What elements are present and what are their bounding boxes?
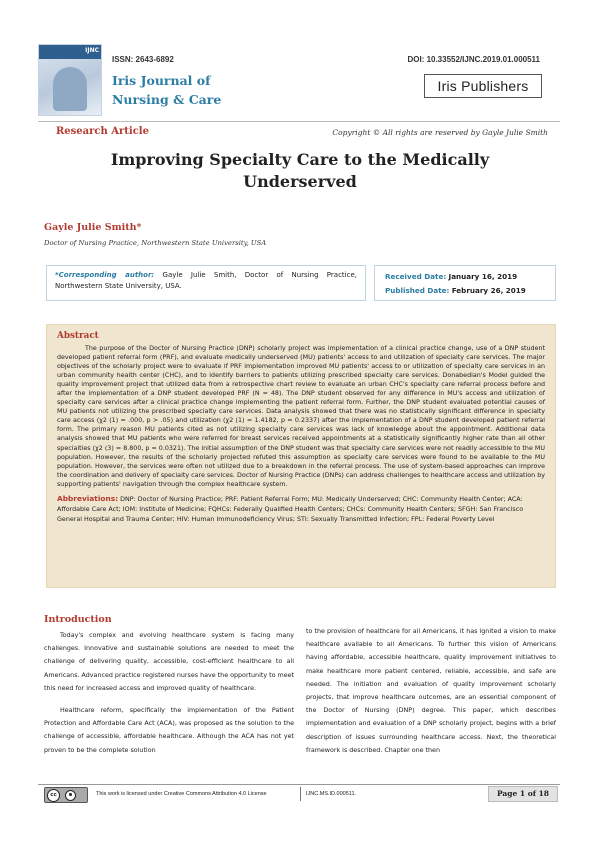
cover-figure-icon — [53, 67, 87, 111]
license-text[interactable]: This work is licensed under Creative Commons Attribution 4.0 License — [96, 791, 267, 797]
body-column-right — [306, 625, 556, 766]
footer-separator — [300, 787, 301, 801]
author-name[interactable]: Gayle Julie Smith* — [44, 222, 142, 233]
attribution-icon — [65, 790, 76, 801]
footer-divider — [38, 784, 560, 785]
corresponding-author-text: Gayle Julie Smith, Doctor of Nursing Practice, Northwestern State University, USA. — [55, 271, 357, 290]
publisher-logo[interactable]: Iris Publishers — [424, 74, 542, 98]
journal-title[interactable]: Iris Journal of Nursing & Care — [112, 73, 222, 107]
abbreviations — [57, 494, 545, 525]
creative-commons-icon[interactable] — [44, 787, 88, 803]
published-date-row — [385, 284, 545, 298]
abstract-heading: Abstract — [57, 331, 99, 341]
intro-paragraph-3: to the provision of healthcare for all Americans, it has ignited a vision to make healthcare available to all Americans. To further this vision of Americans having affordable, accessible healthcare, quality improvement initiatives to make healthcare more patient centered, reliable, accessible, and safe are needed. The initiation and evaluation of quality improvement scholarly projects, that improve healthcare outcomes, are an essential component of the Doctor of Nursing (DNP) degree. This paper, which describes implementation and evaluation of a DNP scholarly project, begins with a brief description of issues surrounding healthcare access. Next, the theoretical framework is described. Chapter one then — [306, 628, 556, 754]
abstract-section — [46, 324, 556, 588]
abbreviations-label: Abbreviations: — [57, 493, 119, 503]
cover-tag: IJNC — [85, 47, 99, 54]
intro-paragraph-1: Today's complex and evolving healthcare system is facing many challenges. Innovative and sustainable solutions are needed to meet the challenge of delivering quality, accessible, cost-efficient healthcare to all Americans. Advanced practice registered nurses have the opportunity to meet this need for increased access and improved quality of healthcare. — [44, 632, 294, 692]
published-date-label: Published Date: — [385, 286, 450, 295]
received-date-row — [385, 270, 545, 284]
article-title: Improving Specialty Care to the Medically Underserved — [110, 150, 490, 191]
doi-link[interactable]: DOI: 10.33552/IJNC.2019.01.000511 — [407, 55, 540, 64]
issn: ISSN: 2643-6892 — [112, 55, 174, 64]
header-divider — [38, 121, 560, 122]
article-type: Research Article — [56, 126, 149, 137]
introduction-heading: Introduction — [44, 614, 112, 625]
body-column-left — [44, 629, 294, 766]
received-date-label: Received Date: — [385, 272, 447, 281]
footer-manuscript-id: IJNC.MS.ID.000511. — [306, 791, 357, 797]
page-number: Page 1 of 18 — [488, 786, 558, 802]
corresponding-author-box — [46, 265, 366, 301]
journal-cover-thumbnail — [38, 44, 102, 116]
intro-paragraph-2: Healthcare reform, specifically the implementation of the Patient Protection and Affordable Care Act (ACA), was proposed as the solution to the challenge of accessible, affordable healthcare. Although the ACA has not yet proven to be the complete solution — [44, 707, 294, 754]
abbreviations-text: DNP: Doctor of Nursing Practice; PRF: Patient Referral Form; MU: Medically Underserved; CHC: Community Health Center; ACA: Affordable Care Act; IOM: Institute of Medicine; FQHCs: Federally Qualified Health Centers; CHCs: Community Health Centers; SFGH: San Francisco General Hospital and Trauma Center; HIV: Human Immunodeficiency Virus; STI: Sexually Transmitted Infection; FPL: Federal Poverty Level — [57, 495, 524, 523]
corresponding-author-label: *Corresponding author: — [55, 271, 155, 279]
author-affiliation: Doctor of Nursing Practice, Northwestern State University, USA — [44, 239, 267, 247]
cc-symbol-icon: cc — [47, 789, 60, 802]
published-date: February 26, 2019 — [451, 286, 526, 295]
abstract-text: The purpose of the Doctor of Nursing Practice (DNP) scholarly project was implementation of a clinical practice change, use of a DNP student developed patient referral form (PRF), and evaluate medically underserved (MU) patients' access to and utilization of specialty care services. The major objectives of the scholarly project were to evaluate if PRF implementation improved MU patients' access to or utilization of specialty care services in an urban community health center (CHC), and to identify barriers to patients utilizing prescribed specialty care services. Donabedian's Model guided the quality improvement project that utilized data from a retrospective chart review to evaluate an urban CHC's specialty care referral process before and after the implementation of a DNP student developed PRF (N = 48). The DNP student observed for any difference in MU's access and utilization of specialty care services after a clinical practice change implementing the patient referral form. Further, the DNP student evaluated potential causes of MU patients not utilizing the prescribed specialty care services. Data analysis showed that there was no statistically significant difference in specialty care access (χ2 (1) = .000, p > .05) and utilization (χ2 (1) = 1.4182, p = 0.2337) after the implementation of a DNP student developed patient referral form. The primary reason MU patients cited as not utilizing specialty care services was lack of knowledge about the appointment. Additional data analysis showed that MU patients who were referred for breast services received appointments at a statistically significantly higher rate than all other specialties (χ2 (3) = 8.800, p = 0.0321). The initial assumption of the DNP student was that specialty care services were not readily accessible to the MU population. However, the results of the scholarly projected refuted this assumption as specialty care services were found to be available to the MU population. However, the services were often not utilized due to a breakdown in the referral process. The use of system-based approaches can improve the coordination and delivery of specialty care services. Doctor of Nursing Practice (DNPs) can address challenges to healthcare access and utilization by supporting patients' navigation through the complex healthcare system. — [57, 345, 545, 488]
dates-box — [374, 265, 556, 301]
copyright-notice: Copyright © All rights are reserved by Gayle Julie Smith — [332, 128, 548, 137]
received-date: January 16, 2019 — [448, 272, 518, 281]
